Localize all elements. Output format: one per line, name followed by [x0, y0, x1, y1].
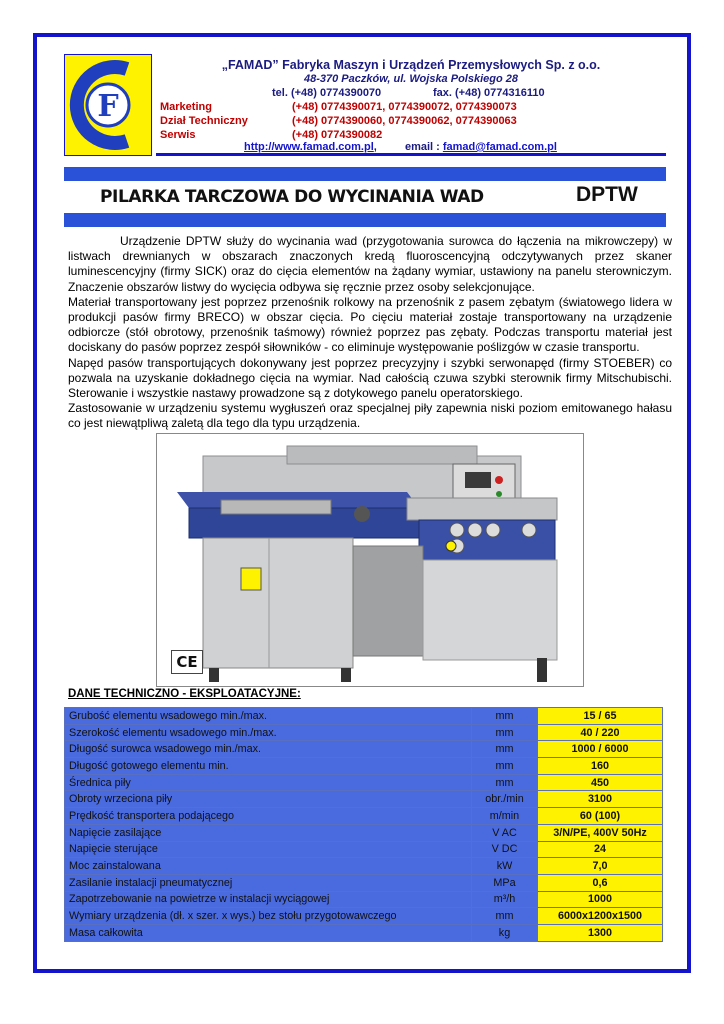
spec-value: 60 (100): [538, 808, 663, 825]
spec-value: 1300: [538, 924, 663, 941]
spec-param: Moc zainstalowana: [65, 858, 472, 875]
header-divider: [156, 153, 666, 156]
company-address: 48-370 Paczków, ul. Wojska Polskiego 28: [304, 73, 518, 85]
spec-row: [65, 808, 663, 825]
spec-param: Średnica piły: [65, 774, 472, 791]
spec-value: 15 / 65: [538, 708, 663, 725]
description-paragraph: Urządzenie DPTW służy do wycinania wad (przygotowania surowca do łączenia na mikrowczepy) w listwach drewnianych w obszarach znaczonych kredą fluoroscencyjną odczytywanych przez skaner luminescencyjny (firmy SICK) oraz do cięcia elementów na żądany wymiar, ustawiony na panelu sterowniczym. Znaczenie obszarów listwy do wycięcia odbywa się ręcznie przez osoby selekcjonujące.: [68, 234, 672, 294]
spec-table: [64, 707, 663, 942]
company-tel: tel. (+48) 0774390070: [272, 87, 382, 99]
spec-param: Obroty wrzeciona piły: [65, 791, 472, 808]
spec-unit: mm: [472, 741, 538, 758]
spec-row: [65, 708, 663, 725]
spec-param: Prędkość transportera podającego: [65, 808, 472, 825]
spec-unit: mm: [472, 774, 538, 791]
company-name: „FAMAD” Fabryka Maszyn i Urządzeń Przemysłowych Sp. z o.o.: [221, 58, 601, 72]
spec-row: [65, 874, 663, 891]
website-link[interactable]: http://www.famad.com.pl: [244, 141, 374, 153]
machine-photo: [156, 433, 584, 687]
spec-param: Grubość elementu wsadowego min./max.: [65, 708, 472, 725]
email-label: email :: [404, 141, 440, 153]
spec-unit: m³/h: [472, 891, 538, 908]
spec-value: 160: [538, 758, 663, 775]
title-bar-top: [64, 167, 666, 181]
spec-param: Masa całkowita: [65, 924, 472, 941]
spec-value: 40 / 220: [538, 724, 663, 741]
email-link[interactable]: famad@famad.com.pl: [442, 141, 557, 153]
spec-unit: kg: [472, 924, 538, 941]
header-links: http://www.famad.com.pl, email : famad@famad.com.pl: [244, 141, 557, 153]
spec-value: 24: [538, 841, 663, 858]
spec-row: [65, 858, 663, 875]
spec-row: [65, 741, 663, 758]
spec-unit: mm: [472, 908, 538, 925]
spec-value: 1000: [538, 891, 663, 908]
spec-param: Zasilanie instalacji pneumatycznej: [65, 874, 472, 891]
svg-text:F: F: [97, 89, 119, 124]
spec-heading: DANE TECHNICZNO - EKSPLOATACYJNE:: [68, 688, 301, 700]
spec-unit: m/min: [472, 808, 538, 825]
spec-value: 6000x1200x1500: [538, 908, 663, 925]
spec-unit: mm: [472, 724, 538, 741]
description-paragraph: Napęd pasów transportujących dokonywany jest poprzez precyzyjny i szybki serwonapęd (firmy STOEBER) co pozwala na uzyskanie dokładnego cięcia na wymiar. Nad całością czuwa szybki sterownik firmy Mitschubischi. Sterowanie i wszystkie nastawy prowadzone są z dotykowego panelu operatorskiego.: [68, 355, 672, 401]
spec-unit: mm: [472, 758, 538, 775]
spec-row: [65, 774, 663, 791]
spec-value: 7,0: [538, 858, 663, 875]
spec-param: Długość surowca wsadowego min./max.: [65, 741, 472, 758]
spec-param: Wymiary urządzenia (dł. x szer. x wys.) bez stołu przygotowawczego: [65, 908, 472, 925]
spec-param: Długość gotowego elementu min.: [65, 758, 472, 775]
spec-param: Zapotrzebowanie na powietrze w instalacji wyciągowej: [65, 891, 472, 908]
spec-row: [65, 824, 663, 841]
spec-unit: obr./min: [472, 791, 538, 808]
spec-unit: V DC: [472, 841, 538, 858]
spec-row: [65, 841, 663, 858]
company-fax: fax. (+48) 0774316110: [433, 87, 545, 99]
spec-unit: V AC: [472, 824, 538, 841]
spec-value: 3100: [538, 791, 663, 808]
spec-unit: kW: [472, 858, 538, 875]
spec-value: 3/N/PE, 400V 50Hz: [538, 824, 663, 841]
spec-row: [65, 758, 663, 775]
spec-unit: MPa: [472, 874, 538, 891]
spec-value: 450: [538, 774, 663, 791]
product-code: DPTW: [576, 183, 638, 206]
title-bar-bottom: [64, 213, 666, 227]
spec-row: [65, 891, 663, 908]
description-paragraph: Materiał transportowany jest poprzez przenośnik rolkowy na przenośnik z pasem zębatym (światowego lidera w produkcji pasów firmy BRECO) w obszar cięcia. Po cięciu materiał zostaje transportowany na urządzenie odbiorcze (stół obrotowy, przenośnik taśmowy) również poprzez pas zębaty. Podczas transportu materiał jest dociskany do pasów poprzez zespół siłowników - co eliminuje występowanie poślizgów w czasie transportu.: [68, 294, 672, 355]
machine-illustration: [157, 434, 583, 686]
famad-logo-icon: [65, 55, 151, 155]
spec-row: [65, 791, 663, 808]
spec-row: [65, 908, 663, 925]
company-header: „FAMAD” Fabryka Maszyn i Urządzeń Przemysłowych Sp. z o.o. 48-370 Paczków, ul. Wojska Polskiego 28 tel. (+48) 0774390070 fax. (+48) 0774316110 Marketing (+48) 0774390071, 0774390072, 0774390073 Dział Techniczny (+48) 0774390060, 0774390062, 0774390063 Serwis (+48) 0774390082 http://www.famad.com.pl, email : famad@famad.com.pl: [156, 54, 666, 156]
spec-value: 1000 / 6000: [538, 741, 663, 758]
product-title: PILARKA TARCZOWA DO WYCINANIA WAD: [100, 187, 484, 207]
company-logo: [64, 54, 152, 156]
ce-mark: CE: [171, 650, 203, 674]
spec-row: [65, 724, 663, 741]
spec-row: [65, 924, 663, 941]
spec-unit: mm: [472, 708, 538, 725]
product-description: [68, 234, 672, 432]
spec-param: Napięcie sterujące: [65, 841, 472, 858]
spec-param: Szerokość elementu wsadowego min./max.: [65, 724, 472, 741]
spec-value: 0,6: [538, 874, 663, 891]
description-paragraph: Zastosowanie w urządzeniu systemu wygłuszeń oraz specjalnej piły zapewnia niski poziom emitowanego hałasu co jest niewątpliwą zaletą dla tego dla typu urządzenia.: [68, 401, 672, 431]
spec-param: Napięcie zasilające: [65, 824, 472, 841]
